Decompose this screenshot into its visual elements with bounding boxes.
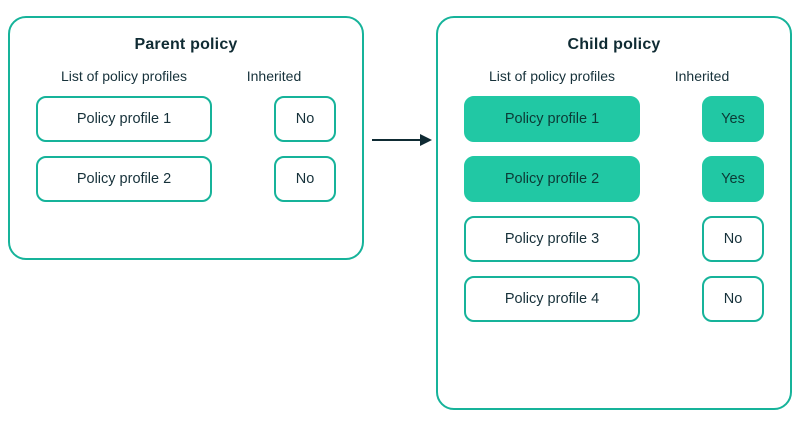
parent-policy-panel [8,16,364,260]
child-inherited-cell-3[interactable]: No [702,216,764,262]
table-row [464,216,764,262]
child-profile-cell-2[interactable]: Policy profile 2 [464,156,640,202]
child-policy-title: Child policy [567,36,661,53]
child-rows [438,96,790,322]
table-row [36,96,336,142]
parent-rows [10,96,362,202]
child-inherited-cell-4[interactable]: No [702,276,764,322]
parent-column-header-profiles: List of policy profiles [60,68,188,84]
child-column-header-inherited: Inherited [674,68,730,84]
child-profile-cell-4[interactable]: Policy profile 4 [464,276,640,322]
child-profile-cell-3[interactable]: Policy profile 3 [464,216,640,262]
parent-profile-cell-2[interactable]: Policy profile 2 [36,156,212,202]
parent-column-headers [10,68,362,84]
inheritance-arrow-icon [372,130,432,150]
child-profile-cell-1[interactable]: Policy profile 1 [464,96,640,142]
child-policy-panel [436,16,792,410]
parent-inherited-cell-1[interactable]: No [274,96,336,142]
parent-inherited-cell-2[interactable]: No [274,156,336,202]
table-row [464,276,764,322]
table-row [464,96,764,142]
child-column-headers [438,68,790,84]
child-inherited-cell-1[interactable]: Yes [702,96,764,142]
parent-profile-cell-1[interactable]: Policy profile 1 [36,96,212,142]
child-column-header-profiles: List of policy profiles [488,68,616,84]
child-inherited-cell-2[interactable]: Yes [702,156,764,202]
table-row [36,156,336,202]
parent-policy-title: Parent policy [134,36,238,53]
table-row [464,156,764,202]
parent-column-header-inherited: Inherited [246,68,302,84]
